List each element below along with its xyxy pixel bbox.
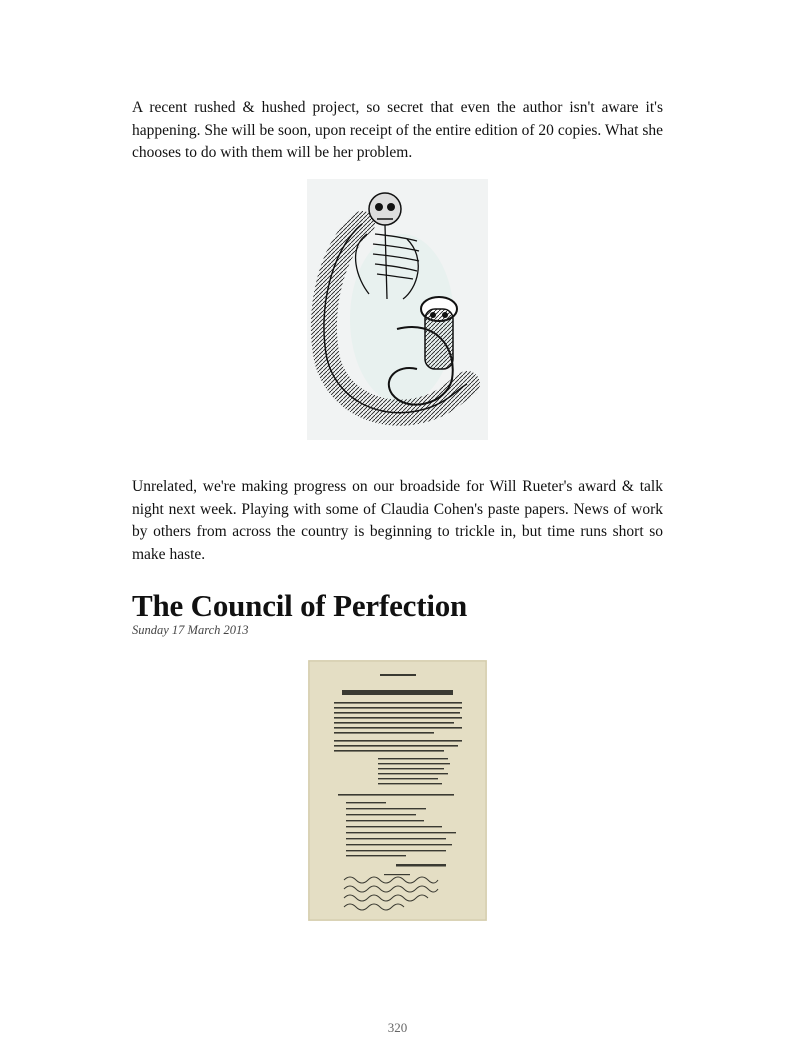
page-number: 320 — [387, 1020, 408, 1035]
post-date: Sunday 17 March 2013 — [132, 623, 249, 637]
skeleton-mermaid-illustration — [307, 179, 488, 440]
broadside-paragraph: Unrelated, we're making progress on our broadside for Will Rueter's award & talk night next week. Playing with some of Claudia Cohen's paste papers. News of work by others from across the country is beginning to trickle in, but time runs short so make haste. — [132, 478, 663, 563]
post-title: The Council of Perfection — [132, 588, 468, 623]
council-of-perfection-broadside-image — [308, 660, 487, 921]
intro-paragraph: A recent rushed & hushed project, so secret that even the author isn't aware it's happening. She will be soon, upon receipt of the entire edition of 20 copies. What she chooses to do with them will be her problem. — [132, 99, 663, 161]
